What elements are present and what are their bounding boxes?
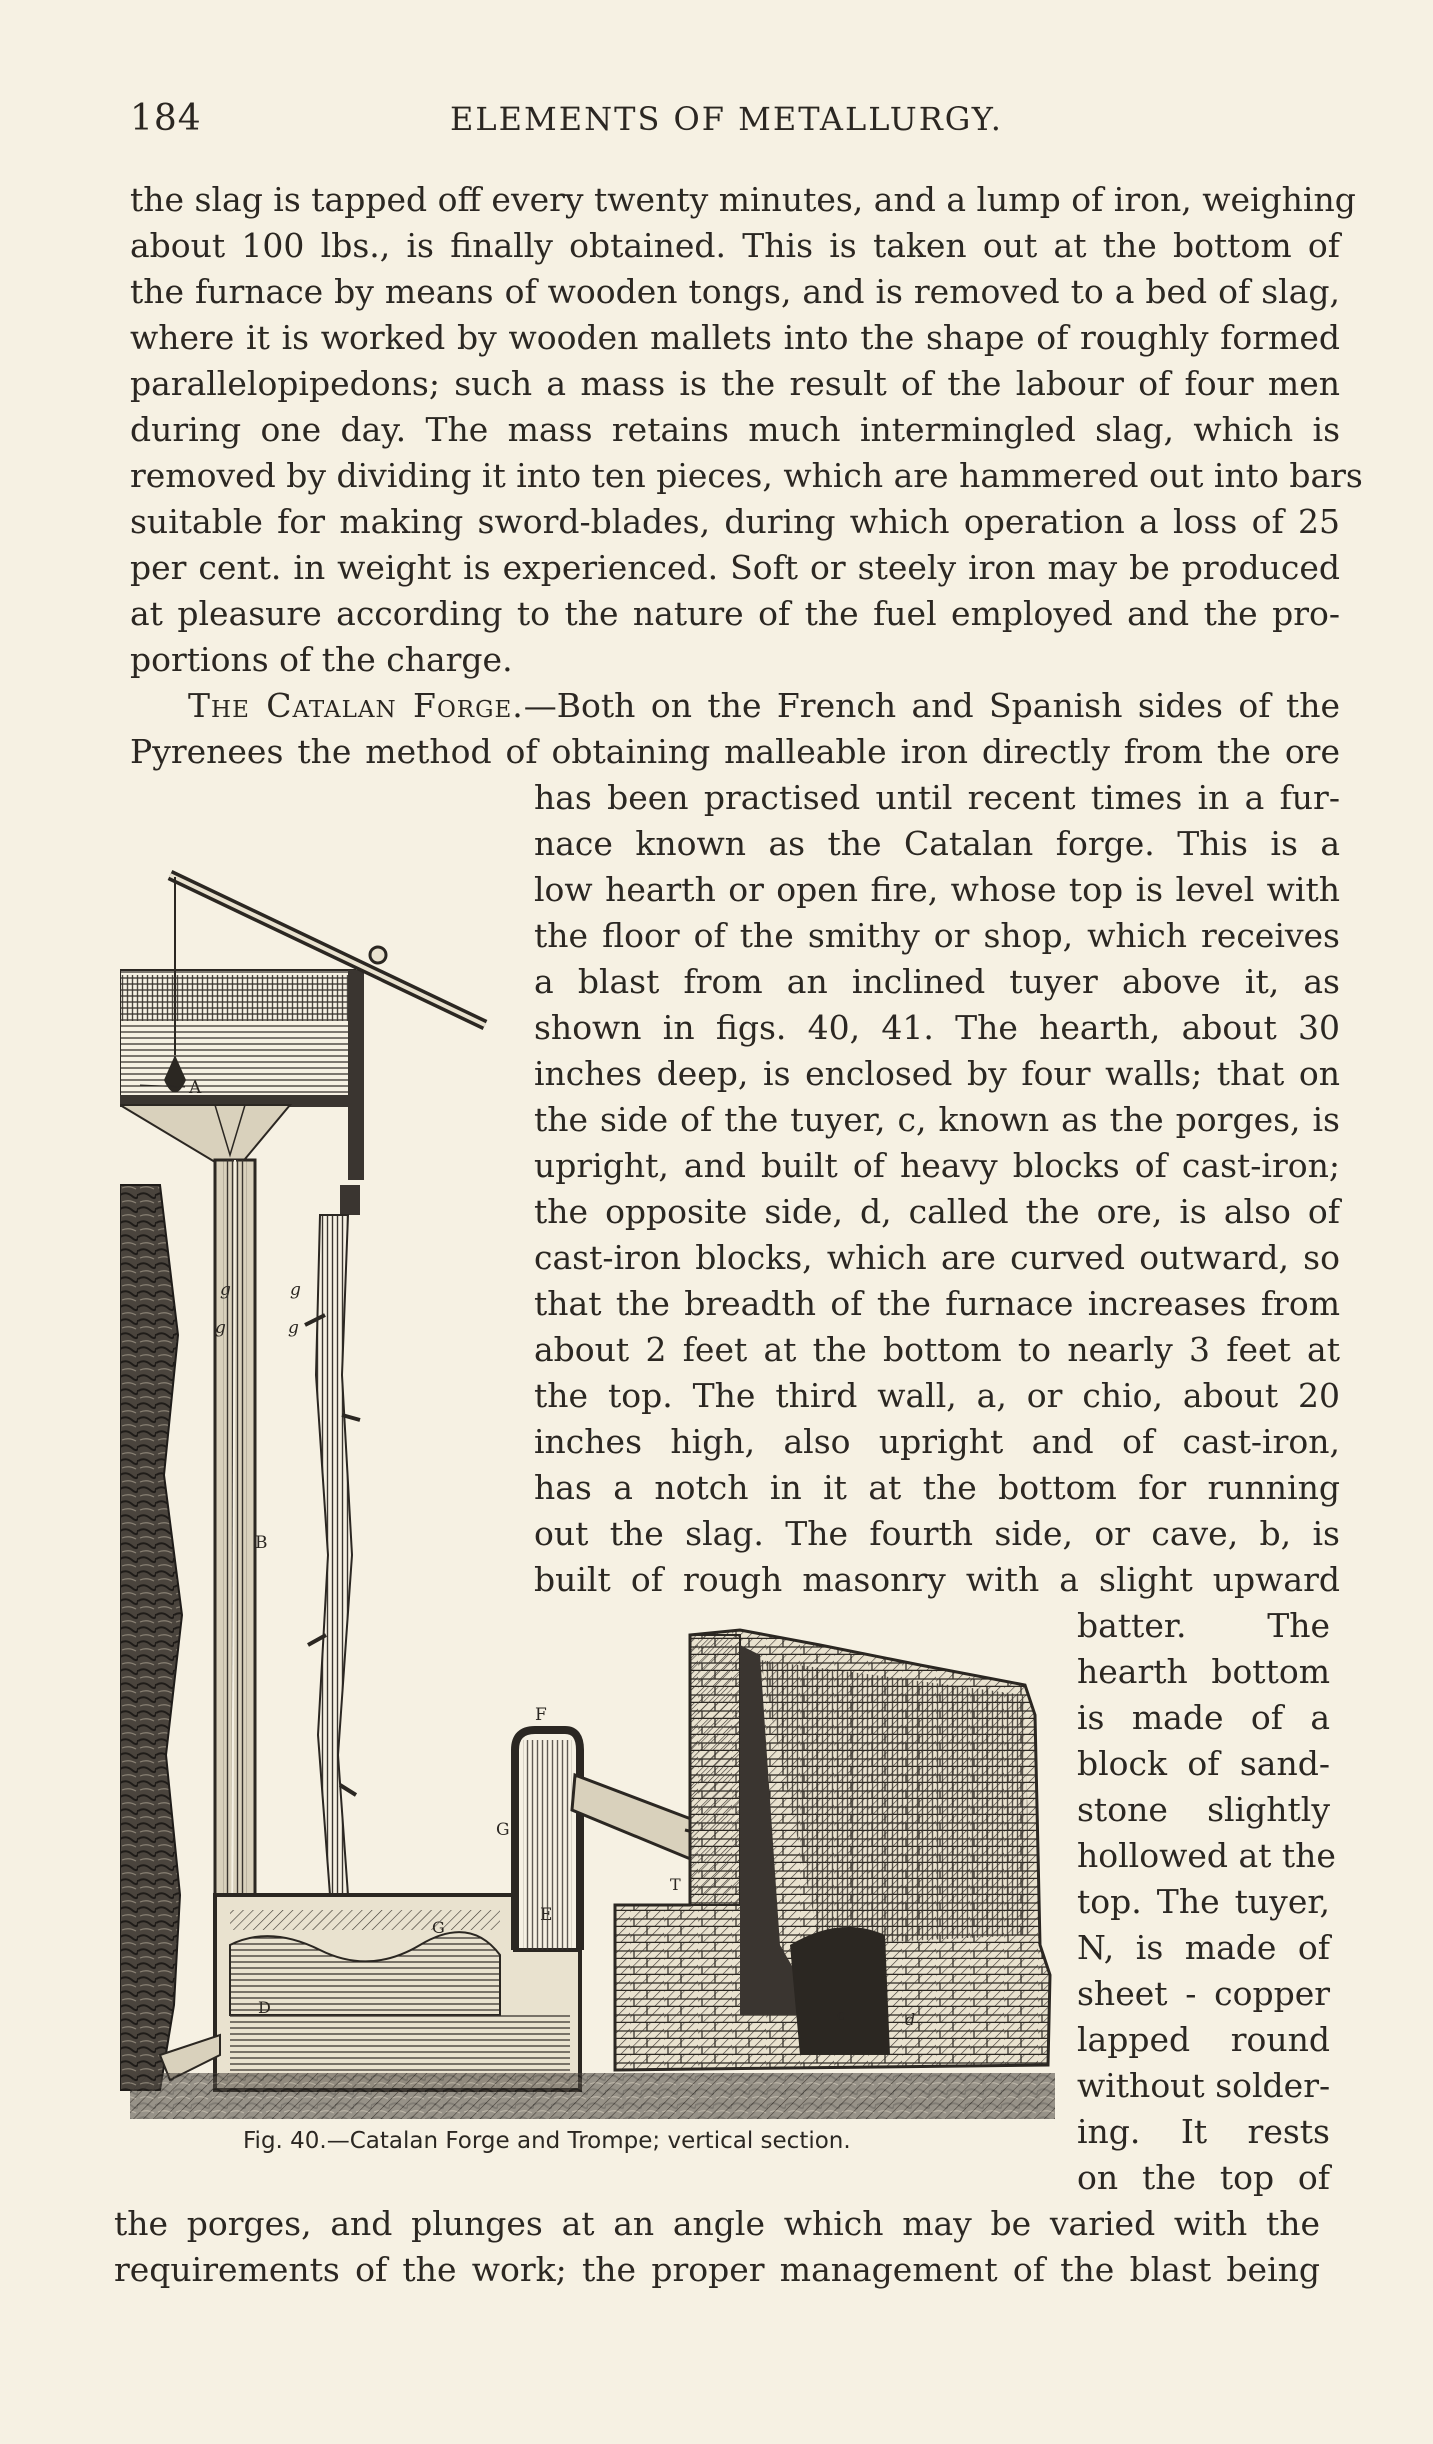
text-line: N, is made of bbox=[1077, 1928, 1330, 1967]
figure-label-g-pipe: G bbox=[496, 1820, 510, 1840]
figure-label-a: A bbox=[189, 1078, 202, 1098]
text-line: shown in figs. 40, 41. The hearth, about 30 bbox=[534, 1008, 1340, 1047]
figure-label-g3: g bbox=[290, 1280, 301, 1300]
text-line: the side of the tuyer, c, known as the porges, is bbox=[534, 1100, 1340, 1139]
text-line: batter. The bbox=[1077, 1606, 1330, 1645]
text-line: the floor of the smithy or shop, which receives bbox=[534, 916, 1340, 955]
text-line: stone slightly bbox=[1077, 1790, 1330, 1829]
hearth-cavity bbox=[790, 1927, 890, 2055]
figure-label-d: D bbox=[258, 1998, 271, 2017]
text-line: inches deep, is enclosed by four walls; that on bbox=[534, 1054, 1340, 1093]
text-line: the furnace by means of wooden tongs, and is removed to a bed of slag, bbox=[130, 272, 1340, 311]
text-line: sheet - copper bbox=[1077, 1974, 1330, 2013]
text-line: nace known as the Catalan forge. This is a bbox=[534, 824, 1340, 863]
text-line: lapped round bbox=[1077, 2020, 1330, 2059]
text-line: parallelopipedons; such a mass is the result of the labour of four men bbox=[130, 364, 1340, 403]
text-line: where it is worked by wooden mallets into the shape of roughly formed bbox=[130, 318, 1340, 357]
forge-illustration bbox=[120, 855, 1055, 2135]
text-line: removed by dividing it into ten pieces, which are hammered out into bars bbox=[130, 456, 1363, 495]
section-heading: The Catalan Forge. bbox=[188, 686, 524, 725]
text-line: suitable for making sword-blades, during which operation a loss of 25 bbox=[130, 502, 1340, 541]
text-line: the opposite side, d, called the ore, is also of bbox=[534, 1192, 1340, 1231]
text-line: low hearth or open fire, whose top is level with bbox=[534, 870, 1340, 909]
page-number: 184 bbox=[130, 98, 202, 139]
text-line: top. The tuyer, bbox=[1077, 1882, 1330, 1921]
page-header bbox=[130, 98, 1330, 148]
figure-label-g: G bbox=[432, 1918, 445, 1937]
text-line: hollowed at the bbox=[1077, 1836, 1336, 1875]
trompe-funnel bbox=[120, 1105, 290, 1165]
text-line: the top. The third wall, a, or chio, about 20 bbox=[534, 1376, 1340, 1415]
text-line: cast-iron blocks, which are curved outward, so bbox=[534, 1238, 1340, 1277]
text-line: has been practised until recent times in a fur- bbox=[534, 778, 1340, 817]
text-line: about 2 feet at the bottom to nearly 3 feet at bbox=[534, 1330, 1340, 1369]
text-line: built of rough masonry with a slight upward bbox=[534, 1560, 1340, 1599]
figure-label-c: c bbox=[837, 2006, 846, 2024]
running-title: ELEMENTS OF METALLURGY. bbox=[450, 100, 1003, 138]
text-line: has a notch in it at the bottom for running bbox=[534, 1468, 1340, 1507]
text-line: the slag is tapped off every twenty minutes, and a lump of iron, weighing bbox=[130, 180, 1356, 219]
heading-continuation: —Both on the French and Spanish sides of the bbox=[523, 686, 1340, 725]
text-line: a blast from an inclined tuyer above it, as bbox=[534, 962, 1340, 1001]
text-line: without solder- bbox=[1077, 2066, 1331, 2105]
text-line: portions of the charge. bbox=[130, 640, 513, 679]
text-line: per cent. in weight is experienced. Soft or steely iron may be produced bbox=[130, 548, 1340, 587]
text-line: block of sand- bbox=[1077, 1744, 1330, 1783]
figure-label-f: F bbox=[535, 1705, 547, 1725]
text-line: is made of a bbox=[1077, 1698, 1330, 1737]
text-line: Pyrenees the method of obtaining malleable iron directly from the ore bbox=[130, 732, 1340, 771]
text-line: during one day. The mass retains much intermingled slag, which is bbox=[130, 410, 1340, 449]
text-line: the porges, and plunges at an angle which may be varied with the bbox=[114, 2204, 1320, 2243]
text-line: that the breadth of the furnace increases from bbox=[534, 1284, 1340, 1323]
text-line: inches high, also upright and of cast-iron, bbox=[534, 1422, 1340, 1461]
text-line: about 100 lbs., is finally obtained. This is taken out at the bottom of bbox=[130, 226, 1340, 265]
figure-label-g4: g bbox=[288, 1318, 299, 1338]
text-line: at pleasure according to the nature of the fuel employed and the pro- bbox=[130, 594, 1340, 633]
figure-label-d-small: d bbox=[905, 2010, 916, 2029]
text-line: hearth bottom bbox=[1077, 1652, 1330, 1691]
rock-wall bbox=[120, 1185, 182, 2090]
text-line: upright, and built of heavy blocks of cast-iron; bbox=[534, 1146, 1340, 1185]
figure-label-t: T bbox=[670, 1875, 681, 1894]
text-line: ing. It rests bbox=[1077, 2112, 1330, 2151]
text-line: on the top of bbox=[1077, 2158, 1330, 2197]
section-heading-line bbox=[188, 683, 1340, 729]
figure-caption: Fig. 40.—Catalan Forge and Trompe; vertical section. bbox=[243, 2128, 851, 2154]
text-line: requirements of the work; the proper management of the blast being bbox=[114, 2250, 1320, 2289]
figure-label-g1: g bbox=[220, 1280, 231, 1300]
text-line: out the slag. The fourth side, or cave, b, is bbox=[534, 1514, 1340, 1553]
figure-catalan-forge bbox=[120, 855, 1055, 2135]
figure-label-b: B bbox=[255, 1533, 268, 1553]
figure-label-g2: g bbox=[215, 1318, 226, 1338]
